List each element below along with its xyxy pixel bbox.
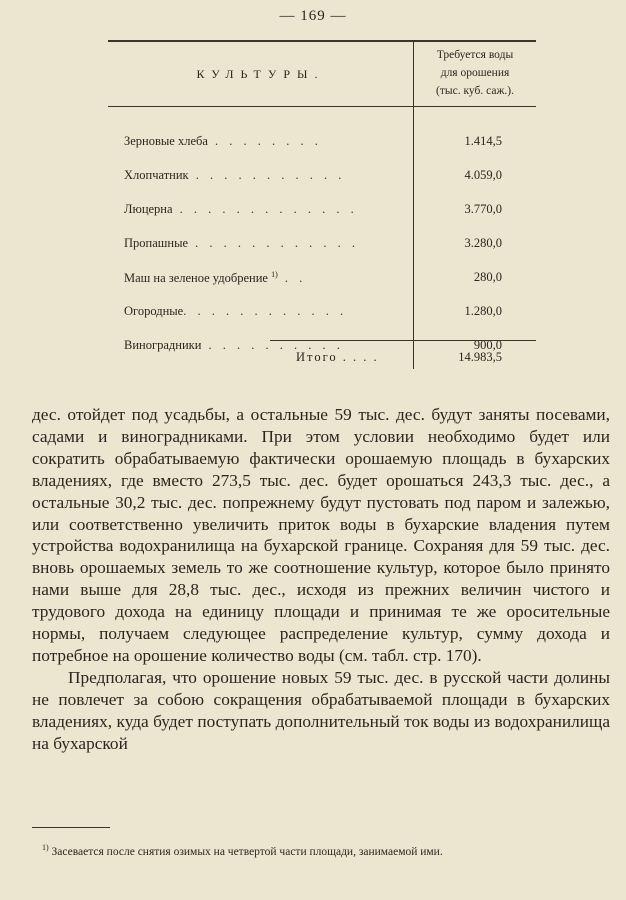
page-number: — 169 — — [279, 8, 347, 24]
water-value: 3.280,0 — [464, 236, 502, 250]
total-value: 14.983,5 — [458, 350, 502, 364]
body-text — [32, 404, 610, 755]
irrigation-table — [108, 40, 536, 367]
table-row — [108, 202, 536, 222]
table-row — [108, 134, 536, 154]
leader-dots: . . . . . . . . . . — [201, 338, 344, 352]
crop-name: Огородные — [124, 304, 184, 318]
table-row — [108, 236, 536, 256]
leader-dots: . . — [277, 271, 307, 286]
header-water-line: для орошения — [440, 67, 510, 79]
table-body — [108, 107, 536, 367]
leader-dots: . . . . . . . . . . . — [188, 168, 346, 182]
crop-name: Зерновые хлеба — [124, 134, 208, 148]
leader-dots: . . . . . . . . . . . . — [188, 236, 360, 250]
table-header — [108, 42, 536, 107]
water-value: 1.280,0 — [464, 304, 502, 318]
water-value: 1.414,5 — [464, 134, 502, 148]
water-value: 4.059,0 — [464, 168, 502, 182]
crop-name: Хлопчатник — [124, 168, 189, 182]
crop-name: Маш на зеленое удобрение — [124, 271, 268, 286]
header-water — [414, 46, 536, 100]
header-water-line: (тыс. куб. саж.). — [436, 85, 514, 97]
footnote-rule — [32, 827, 110, 828]
crop-name: Виноградники — [124, 338, 202, 352]
water-value: 280,0 — [473, 270, 502, 284]
leader-dots: . . . . . . . . . . . . . — [172, 202, 358, 216]
crop-name: Люцерна — [124, 202, 173, 216]
leader-dots: . . . . . . . . . . . . — [183, 304, 348, 318]
total-rule — [270, 340, 536, 341]
total-label: Итого . . . . — [296, 350, 379, 364]
water-value: 3.770,0 — [464, 202, 502, 216]
footnote-text: Засевается после снятия озимых на четвертой части площади, занимаемой ими. — [51, 845, 443, 858]
water-value: 900,0 — [473, 338, 502, 352]
crop-name: Пропашные — [124, 236, 189, 250]
table-row — [108, 270, 536, 290]
footnote-ref: 1) — [271, 270, 278, 279]
paragraph: Предполагая, что орошение новых 59 тыс. дес. в русской части долины не повлечет за собою сокращения обрабатываемой площади в бухарских владениях, куда будет поступать дополнительный ток воды из водохранилища на бухарской — [32, 667, 610, 753]
leader-dots: . . . . . . . . — [207, 134, 322, 148]
footnote — [32, 838, 610, 862]
header-water-line: Требуется воды — [436, 49, 514, 61]
table-row — [108, 304, 536, 324]
footnote-mark: 1) — [42, 843, 49, 852]
paragraph: дес. отойдет под усадьбы, а остальные 59 тыс. дес. будут заняты посевами, садами и виноградниками. При этом условии необходимо будет или сократить обрабатываемую фактически орошаемую площадь в бухарских владениях, где вместо 273,5 тыс. дес. будет орошаться 243,3 тыс. дес., а остальные 30,2 тыс. дес. попрежнему будут пустовать под паром и залежью, или соответственно увеличить приток воды в бухарские владения путем устройства водохранилища на бухарской границе. Сохраняя для 59 тыс. дес. вновь орошаемых земель то же соотношение культур, которое было принято нами выше для 28,8 тыс. дес., исходя из прежних величин чистого и трудового дохода на единицу площади и принимая те же оросительные нормы, получаем следующее распределение культур, сумму дохода и потребное на орошение количество воды (см. табл. стр. 170). — [32, 405, 610, 665]
header-crops: КУЛЬТУРЫ. — [108, 42, 414, 106]
total-row — [296, 350, 536, 370]
table-row — [108, 168, 536, 188]
